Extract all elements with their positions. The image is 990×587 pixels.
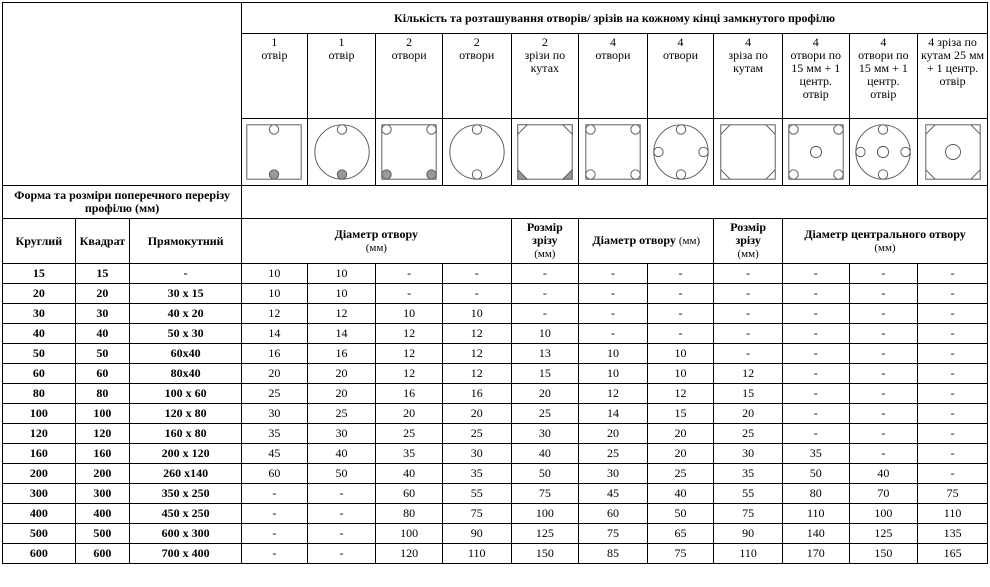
config-icon-cell [714,119,783,186]
value-cell: 15 [647,404,714,424]
value-cell: - [918,404,988,424]
value-cell: 35 [376,444,443,464]
circle-four-holes-icon [651,122,711,182]
config-icon-cell [647,119,714,186]
value-cell: 30 [242,404,308,424]
value-cell: 25 [442,424,511,444]
value-cell: 100 [376,524,443,544]
table-row [3,524,988,544]
value-cell: 35 [714,464,783,484]
value-cell: 45 [579,484,648,504]
profile-size-cell: 600 [3,544,76,564]
value-cell: 12 [579,384,648,404]
profile-size-cell: - [130,264,242,284]
profile-size-cell: 400 [3,504,76,524]
value-cell: - [647,324,714,344]
profile-size-cell: 40 [75,324,129,344]
value-cell: 20 [442,404,511,424]
value-cell: - [782,384,849,404]
profile-size-cell: 15 [3,264,76,284]
table-row [3,364,988,384]
value-cell: - [849,284,918,304]
value-cell: 25 [307,404,376,424]
config-label: 1 отвір [307,34,376,119]
value-cell: - [782,424,849,444]
value-cell: - [918,464,988,484]
hole-diameter-label: Діаметр отвору [334,226,419,241]
value-cell: - [782,404,849,424]
value-cell: - [918,304,988,324]
value-cell: - [849,304,918,324]
hole-diameter-header [242,219,511,264]
value-cell: - [849,344,918,364]
value-cell: 75 [918,484,988,504]
value-cell: - [242,524,308,544]
value-cell: 35 [442,464,511,484]
value-cell: - [849,424,918,444]
table-row [3,284,988,304]
profile-size-cell: 40 x 20 [130,304,242,324]
value-cell: 25 [242,384,308,404]
profile-size-cell: 500 [3,524,76,544]
value-cell: - [376,264,443,284]
profile-size-cell: 20 [3,284,76,304]
value-cell: - [849,444,918,464]
profile-size-cell: 300 [75,484,129,504]
value-cell: - [782,264,849,284]
rect-column-header: Прямокутний [130,219,242,264]
value-cell: 12 [307,304,376,324]
profile-size-cell: 40 [3,324,76,344]
square-cut-corners-center-icon [923,122,983,182]
value-cell: 85 [579,544,648,564]
value-cell: 55 [442,484,511,504]
profile-form-header: Форма та розміри поперечного перерізу профілю (мм) [3,186,242,219]
value-cell: 10 [307,264,376,284]
value-cell: 75 [579,524,648,544]
table-row [3,424,988,444]
square-four-cut-corners-icon [718,122,778,182]
config-label: 2 отвори [442,34,511,119]
profile-size-cell: 120 [75,424,129,444]
value-cell: 35 [782,444,849,464]
square-four-plus-center-icon [786,122,846,182]
value-cell: 65 [647,524,714,544]
value-cell: - [849,364,918,384]
value-cell: 100 [849,504,918,524]
profile-size-cell: 450 x 250 [130,504,242,524]
value-cell: - [307,504,376,524]
value-cell: 170 [782,544,849,564]
profile-size-cell: 50 [3,344,76,364]
value-cell: 50 [647,504,714,524]
value-cell: 10 [511,324,579,344]
value-cell: 12 [376,344,443,364]
value-cell: 10 [647,364,714,384]
value-cell: - [242,484,308,504]
value-cell: - [376,284,443,304]
config-icon-cell [307,119,376,186]
square-one-hole-icon [244,122,304,182]
value-cell: 25 [647,464,714,484]
value-cell: 110 [782,504,849,524]
value-cell: 75 [714,504,783,524]
value-cell: 12 [714,364,783,384]
value-cell: 25 [511,404,579,424]
value-cell: - [511,264,579,284]
table-row [3,344,988,364]
value-cell: 12 [442,344,511,364]
table-row [3,264,988,284]
value-cell: 12 [442,364,511,384]
value-cell: 110 [714,544,783,564]
profile-holes-table [2,2,988,564]
profile-size-cell: 120 x 80 [130,404,242,424]
config-label: 4 отвори по 15 мм + 1 центр. отвір [849,34,918,119]
value-cell: 15 [714,384,783,404]
profile-size-cell: 700 x 400 [130,544,242,564]
value-cell: - [647,264,714,284]
table-row [3,324,988,344]
profile-size-cell: 200 x 120 [130,444,242,464]
value-cell: - [307,484,376,504]
center-hole-diameter-header [782,219,987,264]
value-cell: 25 [579,444,648,464]
profile-size-cell: 100 [3,404,76,424]
value-cell: 15 [511,364,579,384]
value-cell: 30 [307,424,376,444]
profile-size-cell: 50 [75,344,129,364]
value-cell: 50 [782,464,849,484]
value-cell: 14 [307,324,376,344]
profile-size-cell: 200 [3,464,76,484]
hole-diameter-unit: (мм) [365,241,387,254]
value-cell: - [647,304,714,324]
config-icon-cell [918,119,988,186]
value-cell: 14 [242,324,308,344]
circle-four-plus-center-icon [853,122,913,182]
cut-size-label: Розмір зрізу [526,220,563,247]
value-cell: - [579,284,648,304]
value-cell: - [242,504,308,524]
circle-two-holes-icon [447,122,507,182]
value-cell: - [442,284,511,304]
value-cell: 20 [647,444,714,464]
value-cell: - [918,384,988,404]
value-cell: - [782,304,849,324]
config-label: 1 отвір [242,34,308,119]
profile-size-cell: 600 x 300 [130,524,242,544]
table-row [3,384,988,404]
value-cell: 100 [511,504,579,524]
center-hole-diameter-label: Діаметр центрального отвору [804,226,966,241]
value-cell: - [849,384,918,404]
value-cell: 140 [782,524,849,544]
value-cell: 150 [511,544,579,564]
profile-size-cell: 300 [3,484,76,504]
value-cell: 25 [714,424,783,444]
value-cell: 40 [307,444,376,464]
value-cell: 40 [647,484,714,504]
cut-size-unit: (мм) [534,248,556,260]
square-four-holes-icon [583,122,643,182]
config-label: 4 отвори [647,34,714,119]
value-cell: - [307,524,376,544]
profile-size-cell: 350 x 250 [130,484,242,504]
config-label: 2 зрізи по кутах [511,34,579,119]
config-icon-cell [849,119,918,186]
value-cell: 110 [918,504,988,524]
profile-size-cell: 200 [75,464,129,484]
value-cell: - [714,324,783,344]
value-cell: 16 [307,344,376,364]
profile-size-cell: 30 x 15 [130,284,242,304]
value-cell: - [782,324,849,344]
config-icon-cell [442,119,511,186]
value-cell: 14 [579,404,648,424]
value-cell: 70 [849,484,918,504]
value-cell: - [579,304,648,324]
value-cell: - [849,404,918,424]
hole-diameter-header-2 [579,219,714,264]
value-cell: - [849,264,918,284]
value-cell: 60 [579,504,648,524]
value-cell: 30 [714,444,783,464]
config-label: 2 отвори [376,34,443,119]
value-cell: - [918,264,988,284]
value-cell: - [307,544,376,564]
hole-diameter-unit-2: (мм) [678,235,701,247]
value-cell: 25 [376,424,443,444]
value-cell: 10 [579,344,648,364]
value-cell: - [714,264,783,284]
value-cell: 16 [242,344,308,364]
value-cell: 13 [511,344,579,364]
profile-size-cell: 600 [75,544,129,564]
profile-size-cell: 160 [75,444,129,464]
value-cell: 60 [376,484,443,504]
value-cell: 20 [714,404,783,424]
value-cell: 30 [442,444,511,464]
value-cell: 110 [442,544,511,564]
value-cell: - [442,264,511,284]
value-cell: 120 [376,544,443,564]
value-cell: - [918,364,988,384]
value-cell: 12 [242,304,308,324]
cut-size-label-2: Розмір зрізу [730,220,767,247]
value-cell: - [579,324,648,344]
profile-size-cell: 260 x140 [130,464,242,484]
table-row [3,304,988,324]
profile-size-cell: 30 [75,304,129,324]
value-cell: - [918,444,988,464]
value-cell: 125 [511,524,579,544]
profile-size-cell: 120 [3,424,76,444]
square-two-cut-corners-icon [515,122,575,182]
value-cell: 10 [242,264,308,284]
config-icon-cell [579,119,648,186]
value-cell: 75 [647,544,714,564]
config-icon-cell [782,119,849,186]
profile-size-cell: 160 [3,444,76,464]
value-cell: 20 [376,404,443,424]
table-row [3,504,988,524]
value-cell: - [714,344,783,364]
value-cell: - [579,264,648,284]
value-cell: 150 [849,544,918,564]
value-cell: 20 [647,424,714,444]
value-cell: 30 [511,424,579,444]
table-row [3,484,988,504]
profile-size-cell: 80x40 [130,364,242,384]
square-column-header: Квадрат [75,219,129,264]
round-column-header: Круглий [3,219,76,264]
config-icon-cell [242,119,308,186]
center-hole-diameter-unit: (мм) [874,241,896,254]
hole-diameter-label-2: Діаметр отвору [592,233,676,247]
blank-header-cell [242,186,988,219]
value-cell: 10 [376,304,443,324]
profile-size-cell: 20 [75,284,129,304]
value-cell: - [918,344,988,364]
config-label: 4 отвори по 15 мм + 1 центр. отвір [782,34,849,119]
table-row [3,464,988,484]
cut-size-header-2 [714,219,783,264]
profile-size-cell: 400 [75,504,129,524]
empty-corner-cell [3,3,242,186]
config-label: 4 зріза по кутам 25 мм + 1 центр. отвір [918,34,988,119]
value-cell: 20 [511,384,579,404]
profile-size-cell: 60x40 [130,344,242,364]
config-icon-cell [511,119,579,186]
value-cell: - [647,284,714,304]
profile-size-cell: 500 [75,524,129,544]
value-cell: - [511,304,579,324]
table-row [3,444,988,464]
profile-size-cell: 30 [3,304,76,324]
square-two-holes-icon [379,122,439,182]
value-cell: 80 [782,484,849,504]
value-cell: 20 [307,364,376,384]
value-cell: - [918,324,988,344]
profile-size-cell: 100 x 60 [130,384,242,404]
value-cell: 12 [647,384,714,404]
value-cell: 12 [376,364,443,384]
value-cell: 40 [511,444,579,464]
value-cell: - [849,324,918,344]
cut-size-unit-2: (мм) [737,248,759,260]
value-cell: - [918,284,988,304]
value-cell: 125 [849,524,918,544]
value-cell: 135 [918,524,988,544]
value-cell: 10 [579,364,648,384]
value-cell: - [242,544,308,564]
value-cell: 55 [714,484,783,504]
value-cell: 16 [376,384,443,404]
circle-one-hole-icon [312,122,372,182]
value-cell: - [918,424,988,444]
value-cell: 45 [242,444,308,464]
config-label: 4 отвори [579,34,648,119]
value-cell: 50 [307,464,376,484]
value-cell: - [782,344,849,364]
config-label: 4 зріза по кутам [714,34,783,119]
table-title: Кількість та розташування отворів/ зрізів на кожному кінці замкнутого профілю [242,3,988,34]
config-icon-cell [376,119,443,186]
profile-size-cell: 80 [75,384,129,404]
value-cell: 75 [442,504,511,524]
value-cell: 10 [442,304,511,324]
profile-size-cell: 160 x 80 [130,424,242,444]
value-cell: 165 [918,544,988,564]
profile-size-cell: 50 x 30 [130,324,242,344]
value-cell: 20 [307,384,376,404]
profile-size-cell: 60 [75,364,129,384]
value-cell: 60 [242,464,308,484]
value-cell: 40 [849,464,918,484]
value-cell: - [714,304,783,324]
profile-size-cell: 100 [75,404,129,424]
value-cell: 16 [442,384,511,404]
value-cell: - [714,284,783,304]
value-cell: - [511,284,579,304]
value-cell: 35 [242,424,308,444]
value-cell: 10 [647,344,714,364]
value-cell: 75 [511,484,579,504]
value-cell: 40 [376,464,443,484]
value-cell: 20 [579,424,648,444]
value-cell: 90 [442,524,511,544]
value-cell: 30 [579,464,648,484]
value-cell: 10 [307,284,376,304]
cut-size-header [511,219,579,264]
table-row [3,404,988,424]
profile-size-cell: 15 [75,264,129,284]
value-cell: 80 [376,504,443,524]
value-cell: - [782,364,849,384]
value-cell: 90 [714,524,783,544]
profile-size-cell: 60 [3,364,76,384]
value-cell: 10 [242,284,308,304]
value-cell: 20 [242,364,308,384]
value-cell: - [782,284,849,304]
value-cell: 50 [511,464,579,484]
value-cell: 12 [376,324,443,344]
table-row [3,544,988,564]
value-cell: 12 [442,324,511,344]
profile-size-cell: 80 [3,384,76,404]
